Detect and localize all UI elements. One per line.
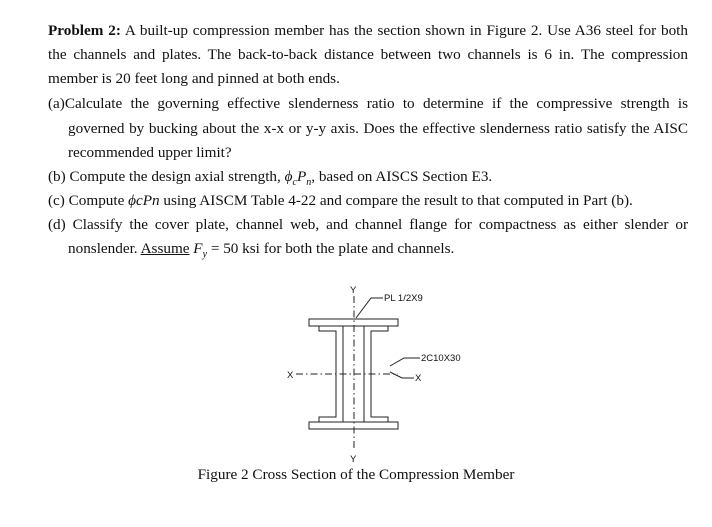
part-d-line-1: (d) Classify the cover plate, channel web, and channel flange for compactness as either slender or [48, 216, 688, 233]
label-y-bottom: Y [350, 454, 357, 465]
plate-leader [356, 298, 383, 318]
label-x-right: X [415, 373, 422, 384]
channel-leader [390, 358, 420, 366]
phi-c-pn-symbol: $\phi_cP_n$, [284, 168, 316, 189]
problem-intro-text-1: A built-up compression member has the section shown in Figure 2. Use A36 steel for both [124, 22, 688, 39]
assume-underlined: Assume [140, 240, 190, 257]
label-y-top: Y [350, 285, 357, 296]
part-c-text-post: using AISCM Table 4-22 and compare the result to that computed in Part (b). [159, 192, 633, 209]
label-channel: 2C10X30 [421, 353, 461, 364]
top-cover-plate [309, 319, 398, 326]
part-d-text-post: = 50 ksi for both the plate and channels. [207, 240, 455, 257]
problem-heading: Problem 2: [48, 22, 121, 39]
problem-intro-line-3: member is 20 feet long and pinned at both ends. [48, 70, 340, 87]
x-right-leader [390, 372, 414, 378]
part-a-line-2: governed by bucking about the x-x or y-y axis. Does the effective slenderness ratio satisfy the AISC [68, 120, 688, 137]
part-a-line-1: (a)Calculate the governing effective slenderness ratio to determine if the compressive strength is [48, 95, 688, 112]
figure-caption: Figure 2 Cross Section of the Compression Member [197, 466, 515, 483]
part-b-text-post: based on AISCS Section E3. [315, 168, 493, 185]
problem-intro-line-2: the channels and plates. The back-to-back distance between two channels is 6 in. The compression [48, 46, 688, 63]
part-a-line-3: recommended upper limit? [68, 144, 232, 161]
part-c-symbol: ϕcPn [128, 192, 160, 209]
fy-symbol: $F_y$ [193, 240, 208, 261]
part-b-text-pre: (b) Compute the design axial strength, [48, 168, 285, 185]
part-c-text-pre: (c) Compute [48, 192, 129, 209]
label-plate: PL 1/2X9 [384, 293, 423, 304]
label-x-left: X [287, 370, 294, 381]
part-d-text-pre: nonslender. [68, 240, 141, 257]
